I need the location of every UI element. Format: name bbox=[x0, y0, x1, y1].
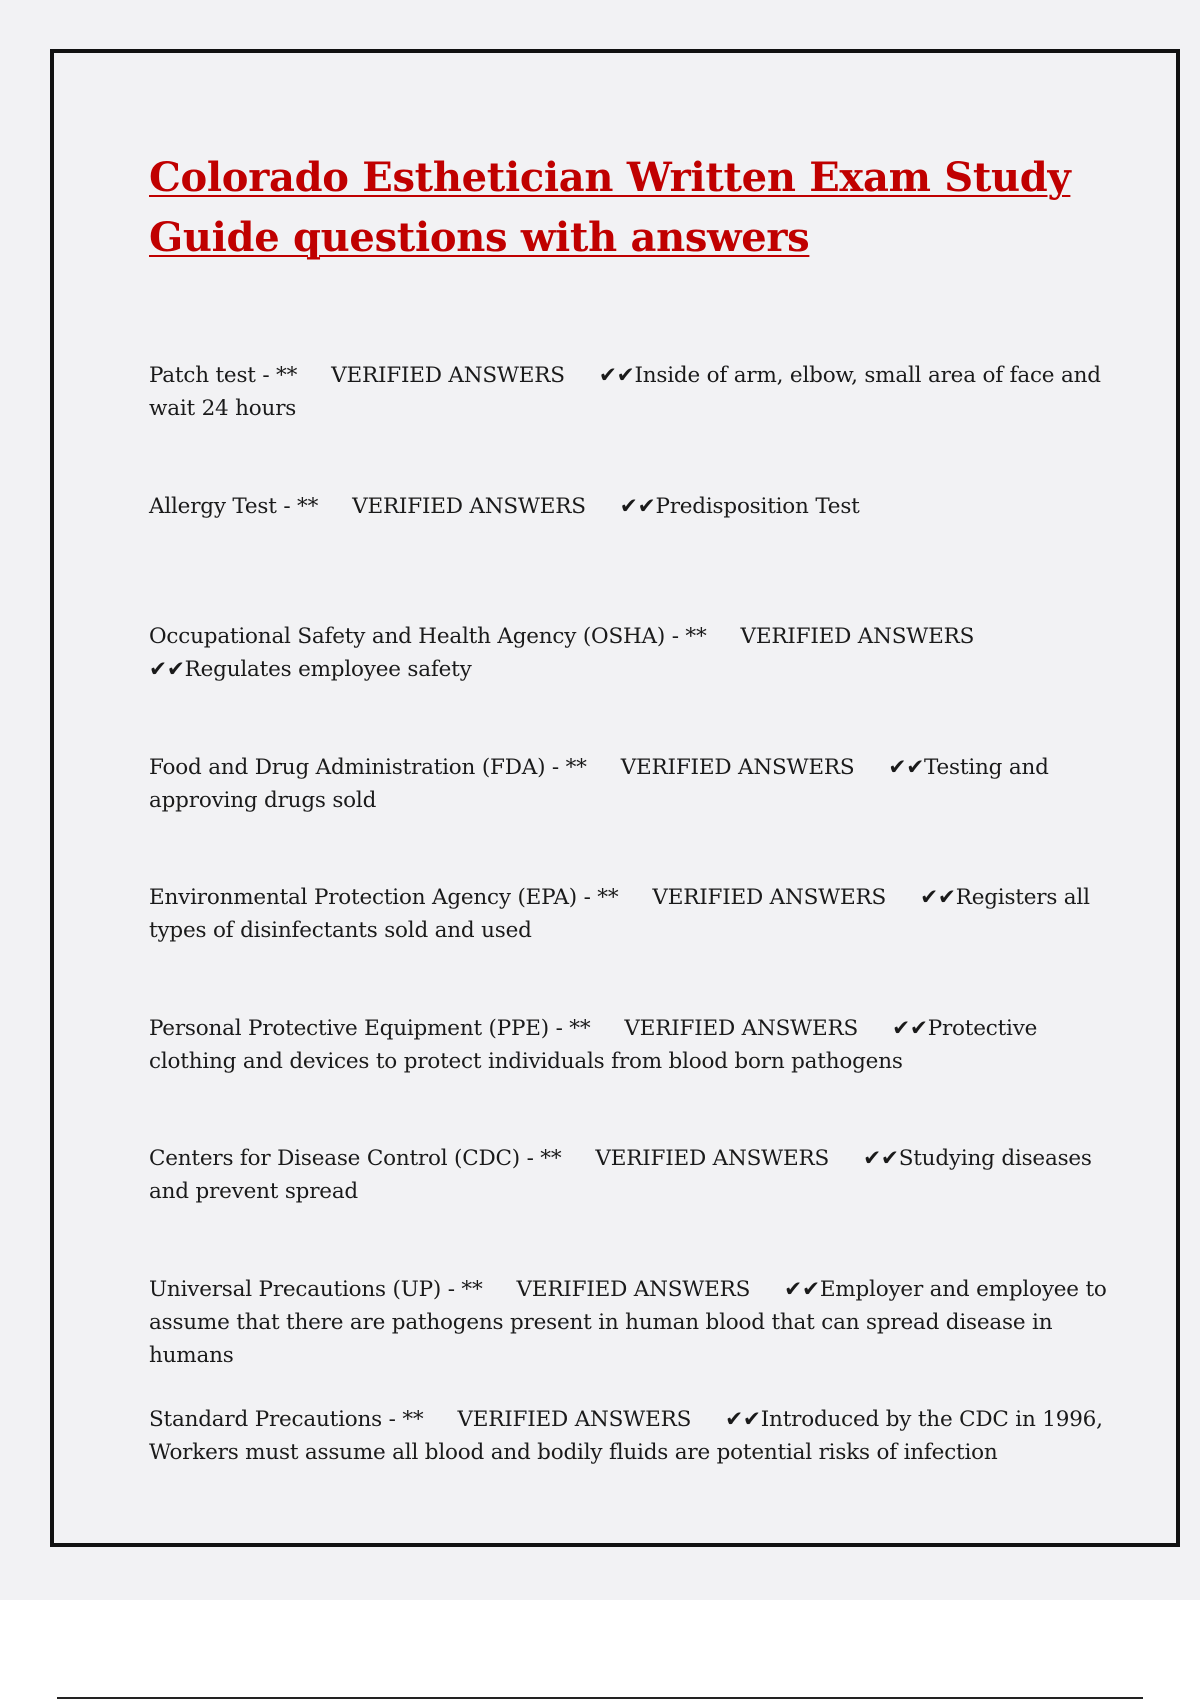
check-mark-icon: ✔✔ bbox=[725, 1407, 761, 1432]
qa-item bbox=[149, 751, 1114, 882]
check-mark-icon: ✔✔ bbox=[863, 1146, 899, 1171]
document-frame bbox=[50, 49, 1180, 1547]
check-mark-icon: ✔✔ bbox=[619, 493, 656, 519]
qa-term: Environmental Protection Agency (EPA) - ** bbox=[149, 885, 619, 910]
qa-term: Allergy Test - ** bbox=[149, 493, 319, 519]
qa-term: Occupational Safety and Health Agency (OSHA) - ** bbox=[149, 624, 707, 649]
footer-divider bbox=[57, 1697, 1143, 1699]
qa-answer: Regulates employee safety bbox=[184, 657, 472, 682]
qa-answer: Predisposition Test bbox=[655, 493, 860, 519]
qa-term: Patch test - ** bbox=[149, 363, 298, 388]
qa-term: Universal Precautions (UP) - ** bbox=[149, 1276, 483, 1302]
qa-answer: Protective clothing and devices to protect individuals from blood born pathogens bbox=[149, 1015, 1038, 1074]
qa-item bbox=[149, 359, 1114, 490]
check-mark-icon: ✔✔ bbox=[784, 1276, 820, 1302]
verified-tag: VERIFIED ANSWERS bbox=[595, 1146, 830, 1171]
qa-answer: Registers all types of disinfectants sold and used bbox=[149, 885, 1090, 943]
verified-tag: VERIFIED ANSWERS bbox=[740, 624, 975, 649]
verified-tag: VERIFIED ANSWERS bbox=[652, 885, 887, 910]
qa-item bbox=[149, 881, 1114, 1012]
qa-item bbox=[149, 1012, 1114, 1143]
check-mark-icon: ✔✔ bbox=[892, 1015, 928, 1041]
check-mark-icon: ✔✔ bbox=[598, 363, 635, 388]
qa-term: Personal Protective Equipment (PPE) - ** bbox=[149, 1015, 591, 1041]
check-mark-icon: ✔✔ bbox=[888, 754, 925, 780]
check-mark-icon: ✔✔ bbox=[149, 657, 185, 682]
qa-item bbox=[149, 1403, 1114, 1534]
qa-answer: Employer and employee to assume that there are pathogens present in human blood that can spread disease in humans bbox=[149, 1276, 1107, 1368]
qa-item bbox=[149, 620, 1114, 751]
qa-item bbox=[149, 1142, 1114, 1273]
qa-item bbox=[149, 490, 1114, 621]
qa-answer: Inside of arm, elbow, small area of face and wait 24 hours bbox=[149, 363, 1101, 421]
qa-answer: Introduced by the CDC in 1996, Workers must assume all blood and bodily fluids are potential risks of infection bbox=[149, 1407, 1103, 1465]
qa-term: Standard Precautions - ** bbox=[149, 1407, 424, 1432]
verified-tag: VERIFIED ANSWERS bbox=[331, 363, 565, 388]
qa-answer: Testing and approving drugs sold bbox=[149, 754, 1049, 813]
verified-tag: VERIFIED ANSWERS bbox=[624, 1015, 859, 1041]
verified-tag: VERIFIED ANSWERS bbox=[620, 754, 855, 780]
qa-list bbox=[149, 359, 1114, 1534]
check-mark-icon: ✔✔ bbox=[920, 885, 956, 910]
qa-item bbox=[149, 1273, 1114, 1404]
qa-term: Food and Drug Administration (FDA) - ** bbox=[149, 754, 587, 780]
qa-answer: Studying diseases and prevent spread bbox=[149, 1146, 1092, 1204]
verified-tag: VERIFIED ANSWERS bbox=[352, 493, 586, 519]
verified-tag: VERIFIED ANSWERS bbox=[516, 1276, 751, 1302]
qa-term: Centers for Disease Control (CDC) - ** bbox=[149, 1146, 562, 1171]
verified-tag: VERIFIED ANSWERS bbox=[457, 1407, 692, 1432]
document-title: Colorado Esthetician Written Exam Study Guide questions with answers bbox=[149, 154, 1071, 261]
